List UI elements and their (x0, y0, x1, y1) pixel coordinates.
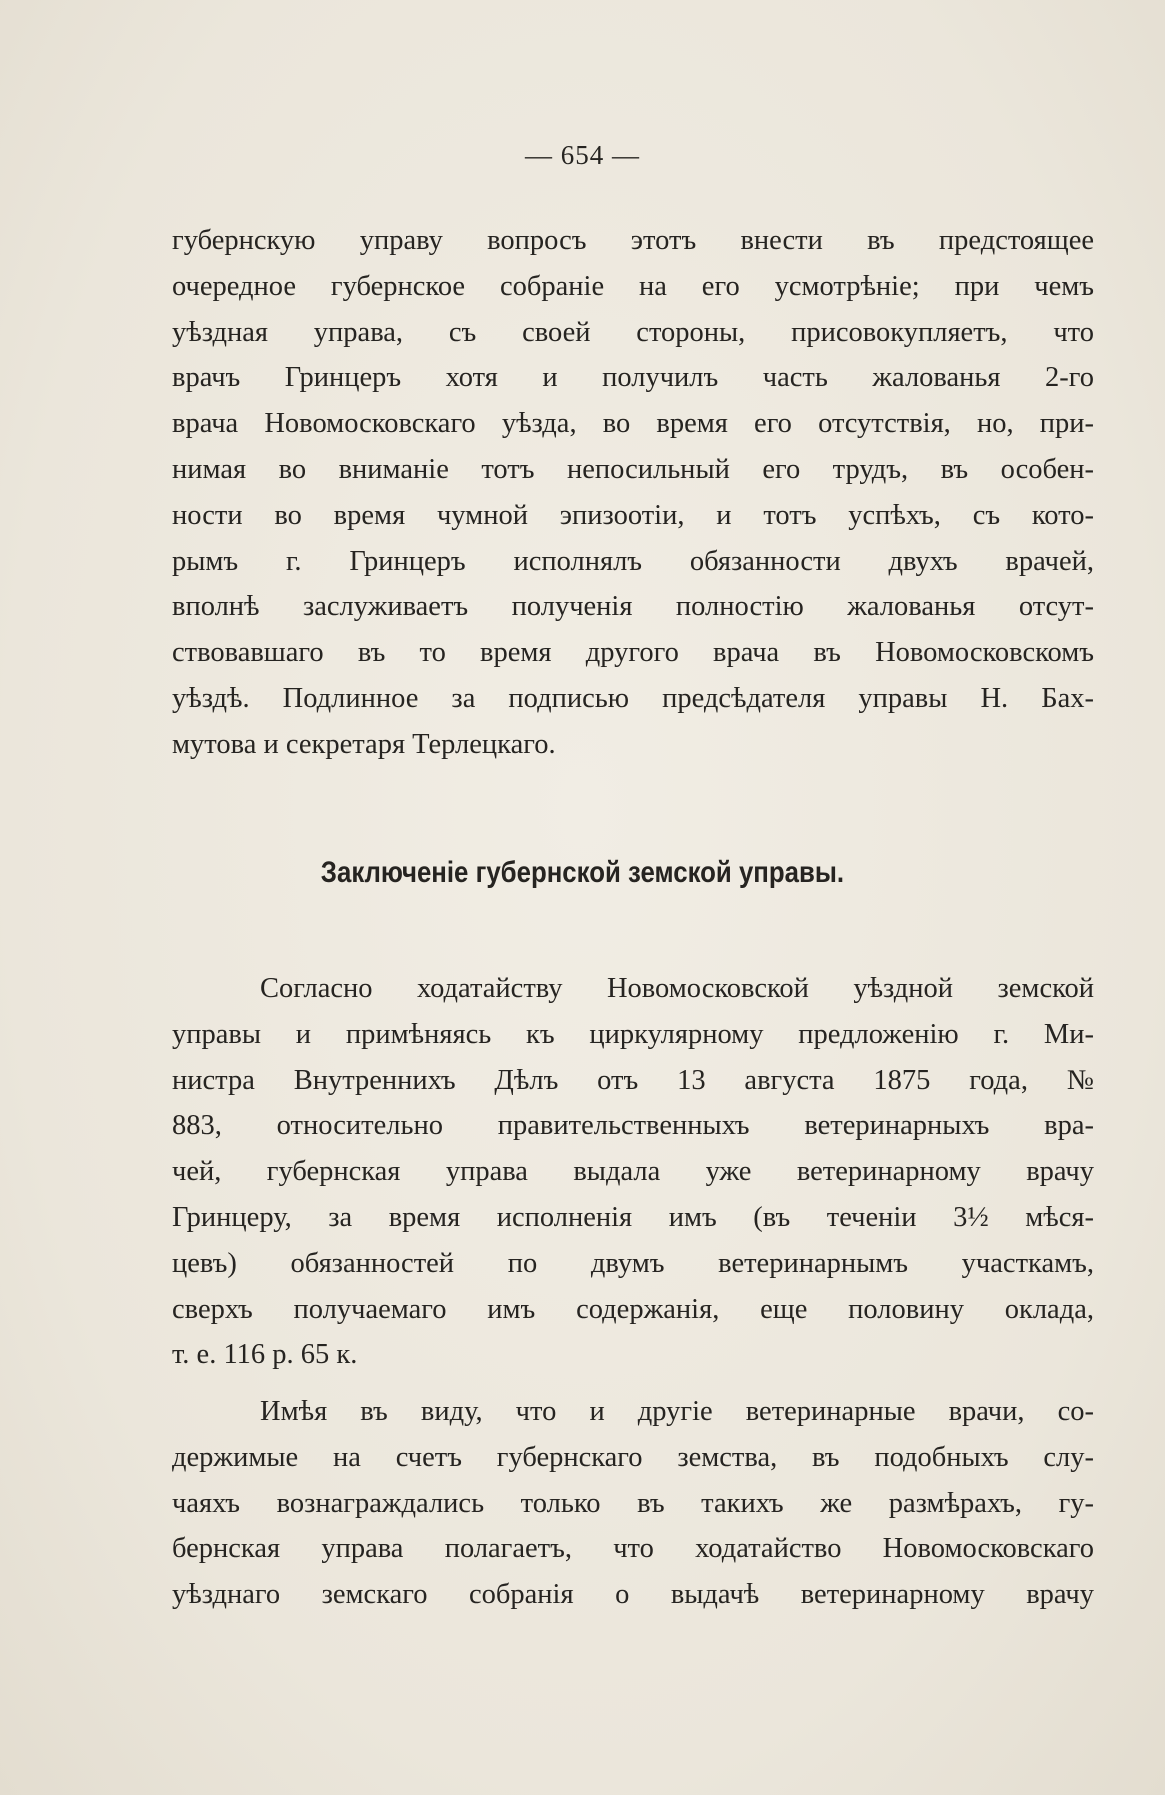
text-line: рымъ г. Гринцеръ исполнялъ обязанности двухъ врачей, (172, 545, 1094, 577)
text-line: чаяхъ вознаграждались только въ такихъ же размѣрахъ, гу- (172, 1487, 1094, 1519)
text-line: держимые на счетъ губернскаго земства, въ подобныхъ слу- (172, 1441, 1094, 1473)
text-line: врача Новомосковскаго уѣзда, во время его отсутствія, но, при- (172, 408, 1094, 440)
text-line: чей, губернская управа выдала уже ветеринарному врачу (172, 1156, 1094, 1188)
page-number: — 654 — (525, 140, 640, 170)
text-line: нимая во вниманіе тотъ непосильный его трудъ, въ особен- (172, 453, 1094, 485)
text-line: сверхъ получаемаго имъ содержанія, еще половину оклада, (172, 1293, 1094, 1325)
section-heading: Заключеніе губернской земской управы. (320, 856, 845, 889)
text-line: Гринцеру, за время исполненія имъ (въ теченіи 3½ мѣся- (172, 1201, 1094, 1233)
text-line: ствовавшаго въ то время другого врача въ Новомосковскомъ (172, 637, 1094, 669)
text-line: очередное губернское собраніе на его усмотрѣніе; при чемъ (172, 270, 1094, 302)
paragraph-1 (172, 218, 1094, 768)
text-line: Имѣя въ виду, что и другіе ветеринарные врачи, со- (260, 1396, 1094, 1427)
text-line: врачъ Гринцеръ хотя и получилъ часть жалованья 2-го (172, 362, 1094, 394)
text-line: уѣздная управа, съ своей стороны, присовокупляетъ, что (172, 316, 1094, 348)
paragraph-3 (172, 1389, 1094, 1618)
text-line: губернскую управу вопросъ этотъ внести въ предстоящее (172, 225, 1094, 256)
text-line: т. е. 116 р. 65 к. (172, 1339, 358, 1371)
text-line: уѣздѣ. Подлинное за подписью предсѣдателя управы Н. Бах- (172, 682, 1094, 714)
text-line: управы и примѣняясь къ циркулярному предложенію г. Ми- (172, 1018, 1094, 1050)
text-line: вполнѣ заслуживаетъ полученія полностію жалованья отсут- (172, 591, 1094, 623)
paragraph-2 (172, 966, 1094, 1378)
text-line: бернская управа полагаетъ, что ходатайство Новомосковскаго (172, 1533, 1094, 1565)
text-line: нистра Внутреннихъ Дѣлъ отъ 13 августа 1875 года, № (172, 1064, 1094, 1096)
text-line: мутова и секретаря Терлецкаго. (172, 728, 556, 760)
text-line: 883, относительно правительственныхъ ветеринарныхъ вра- (172, 1110, 1094, 1142)
text-line: цевъ) обязанностей по двумъ ветеринарнымъ участкамъ, (172, 1247, 1094, 1279)
text-line: уѣзднаго земскаго собранія о выдачѣ ветеринарному врачу (172, 1579, 1094, 1611)
text-line: ности во время чумной эпизоотіи, и тотъ успѣхъ, съ кото- (172, 499, 1094, 531)
text-line: Согласно ходатайству Новомосковской уѣздной земской (260, 973, 1094, 1004)
